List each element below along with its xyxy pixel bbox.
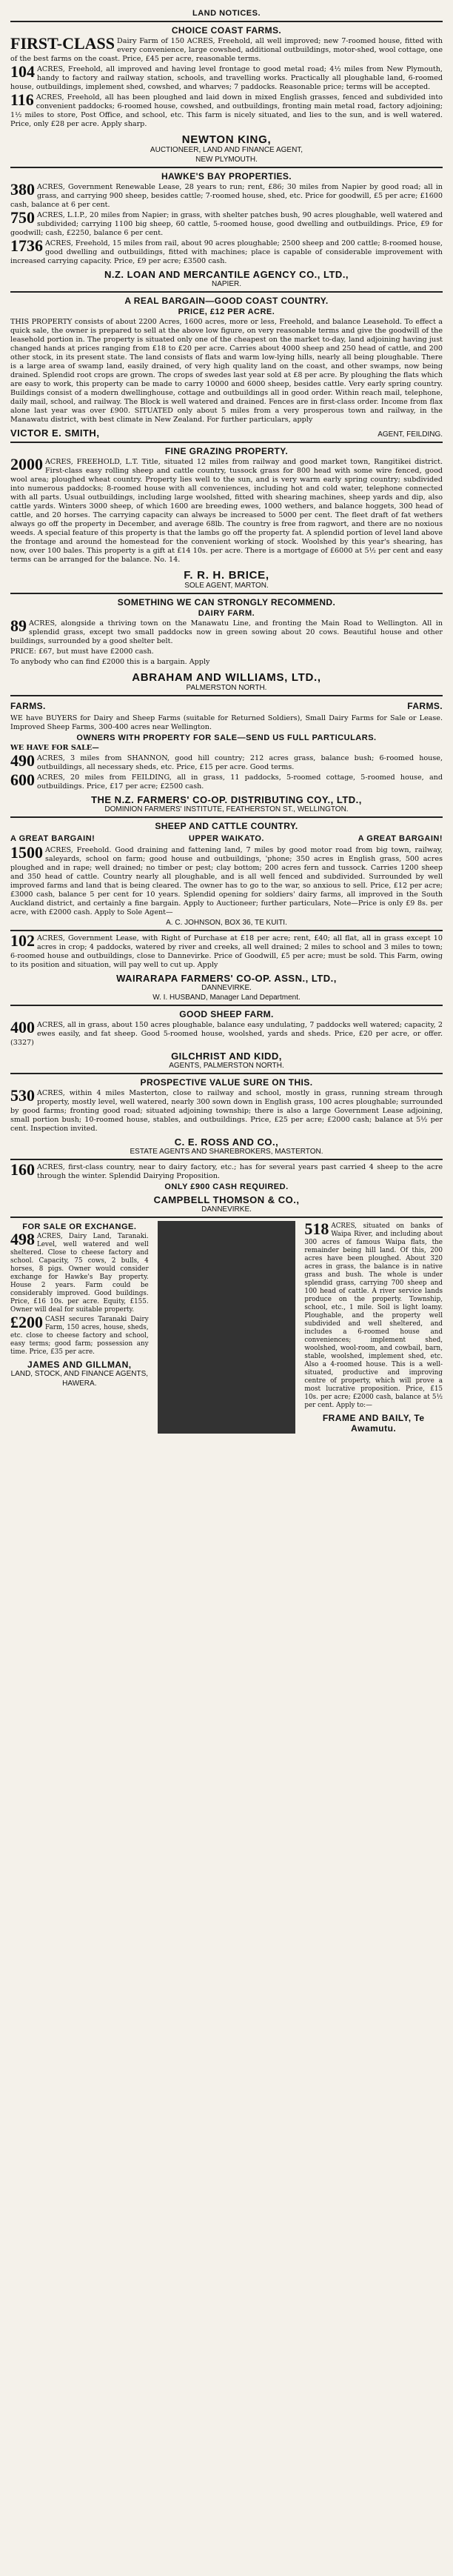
listing <box>10 1086 443 1134</box>
listing-text: ACRES, Freehold, 15 miles from rail, about 90 acres ploughable; 2500 sheep and 200 cattle; 8-roomed house, good dwelling and outbuildings, fitted with machines; place is capable of considerable improvement with increased carrying capacity. Price, £9 per acre; £3500 cash. <box>10 239 443 265</box>
cash-required: ONLY £900 CASH REQUIRED. <box>164 1182 289 1191</box>
tag-left: A GREAT BARGAIN! <box>10 834 95 843</box>
listing-text: ACRES, within 4 miles Masterton, close to railway and school, mostly in grass, running stream through property, mostly level, well watered, nearly 300 sown down in English grass, 100 acres ploughable; surrounded by good farms; fronting good road; situated adjoining township; there is also a large Government Lease adjoining, small portion bush; 10-roomed house, stables, and outbuildings. Price, £25 per acre; £2000 cash; balance at 5½ per cent. Inspection invited. <box>10 1089 443 1133</box>
section-header: PROSPECTIVE VALUE SURE ON THIS. <box>140 1077 313 1088</box>
agent-name: ABRAHAM AND WILLIAMS, LTD., <box>132 671 321 684</box>
agent-location: ESTATE AGENTS AND SHAREBROKERS, MASTERTON. <box>130 1148 323 1156</box>
section-header: HAWKE'S BAY PROPERTIES. <box>161 171 292 182</box>
listing-text: ACRES, Freehold, all has been ploughed and laid down in mixed English grasses, fenced and subdivided into convenient paddocks; 6-roomed house, cowshed, and outbuildings, fronting main metal road, factory adjoining; 1½ miles to store, Post Office, and school, etc. This farm is nicely situated, and lies to the sun, and is well watered. Price, only £28 per acre. Apply sharp. <box>10 93 443 128</box>
listing-text: ACRES, alongside a thriving town on the Manawatu Line, and fronting the Main Road to Wellington. All in splendid grass, except two small paddocks now in green sowing about 20 cows. Beautiful house and other buildings, surrounded by a good shelter belt. <box>10 619 443 645</box>
tag-right: A GREAT BARGAIN! <box>358 834 443 843</box>
bottom-two-column <box>10 1221 443 1434</box>
section-subheader: CHOICE COAST FARMS. <box>171 25 282 36</box>
listing <box>10 1230 149 1314</box>
divider <box>10 1159 443 1160</box>
listing-lead: 530 <box>10 1086 35 1105</box>
divider <box>10 167 443 168</box>
section-prospective <box>10 1077 443 1156</box>
listing <box>10 208 443 238</box>
listing-lead: 400 <box>10 1018 35 1036</box>
listing-lead: 102 <box>10 931 35 950</box>
divider <box>10 1073 443 1074</box>
agent-name: CAMPBELL THOMSON & CO., <box>153 1194 300 1205</box>
listing <box>10 180 443 210</box>
listing-text: ACRES, Dairy Land, Taranaki. Level, well watered and well sheltered. Close to cheese factory and school. Capacity, 75 cows, 2 bulls, 4 horses, 8 pigs. Owner would consider exchange for Hawke's Bay property. House 2 years. Farm could be considerably improved. Good buildings. Price, £16 10s. per acre. Equity, £155. Owner will deal for suitable property. <box>10 1233 149 1314</box>
agent-location: SOLE AGENT, MARTON. <box>184 582 269 590</box>
listing-text: ACRES, 3 miles from SHANNON, good hill country; 212 acres grass, balance bush; 6-roomed house, outbuildings, all necessary sheds, etc. Price, £15 per acre. Good terms. <box>37 754 443 771</box>
agent-name: WAIRARAPA FARMERS' CO-OP. ASSN., LTD., <box>116 973 337 984</box>
listing <box>10 90 443 129</box>
listing-lead: 1736 <box>10 236 43 255</box>
agent-name: NEWTON KING, <box>181 133 272 146</box>
listing-lead: 490 <box>10 751 35 770</box>
farms-intro: WE have BUYERS for Dairy and Sheep Farms (suitable for Returned Soldiers), Small Dairy Farms for Sale or Lease. Improved Sheep Farms, 300-400 acres near Wellington. <box>10 714 443 731</box>
listing <box>10 931 443 970</box>
section-header: A REAL BARGAIN—GOOD COAST COUNTRY. <box>124 296 329 306</box>
agent-location: DANNEVIRKE. <box>201 1205 252 1214</box>
listing-price: PRICE: £67, but must have £2000 cash. <box>10 648 154 656</box>
agent-name: FRAME AND BAILY, Te Awamutu. <box>322 1413 425 1434</box>
section-dannevirke <box>10 1160 443 1214</box>
listing <box>10 616 443 646</box>
listing-text: ACRES, situated on banks of Waipa River, and including about 300 acres of famous Waipa flats, the remainder being hill land. Of this, 200 acres have been ploughed. About 320 acres in grass, the balance is in native grass and bush. The whole is under splendid grass, carrying 700 sheep and 100 head of cattle. A river service lands produce on the property. Township, school, etc., 1 mile. Soil is light loamy. Ploughable, and the property well subdivided and well sheltered, and includes a 6-roomed house and conveniences; implement shed, woolshed, wool-room, and cowbail, barn, stable, woolshed, implement shed, etc. Also a 4-roomed house. This is a well-situated, productive and improving centre of property, which will prove a most lucrative proposition. Price, £15 10s. per acre; £2000 cash, balance at 5½ per cent. Apply to:— <box>304 1222 443 1409</box>
section-header-left: FARMS. <box>10 701 46 711</box>
section-header: SHEEP AND CATTLE COUNTRY. <box>155 821 298 831</box>
divider <box>10 816 443 818</box>
land-notices-column <box>10 0 443 1434</box>
agent-location: AGENTS, PALMERSTON NORTH. <box>169 1062 284 1070</box>
listing <box>10 236 443 266</box>
tag-mid: UPPER WAIKATO. <box>189 834 264 843</box>
agent-title: LAND, STOCK, AND FINANCE AGENTS, <box>10 1370 149 1378</box>
listing-lead: 498 <box>10 1230 35 1248</box>
agent-location: NAPIER. <box>211 280 241 288</box>
listing-lead: 1500 <box>10 843 43 862</box>
listing-text: ACRES, L.I.P., 20 miles from Napier; in grass, with shelter patches bush, 90 acres ploughable, well watered and subdivided; carrying 1100 big sheep, 60 cattle, 5-roomed house, good dwelling and outbuildings. Price, £9 for goodwill; cash, £2250, balance 6 per cent. <box>10 211 443 237</box>
agent-location: PALMERSTON NORTH. <box>186 684 267 692</box>
listing-lead: 750 <box>10 208 35 227</box>
agent-name: THE N.Z. FARMERS' CO-OP. DISTRIBUTING COY., LTD., <box>91 794 362 805</box>
section-good-sheep <box>10 1009 443 1070</box>
listing-note: To anybody who can find £2000 this is a bargain. Apply <box>10 658 210 666</box>
agent-name: F. R. H. BRICE, <box>184 569 269 582</box>
listing <box>10 773 443 791</box>
listing-lead: 600 <box>10 771 35 789</box>
section-fine-grazing <box>10 446 443 590</box>
we-have-label: WE HAVE FOR SALE— <box>10 744 99 752</box>
agent-name: A. C. JOHNSON, BOX 36, TE KUITI. <box>166 919 287 927</box>
column-separator <box>158 1221 296 1434</box>
section-land-notices <box>10 0 443 164</box>
section-wairarapa <box>10 931 443 1002</box>
listing-lead: 89 <box>10 616 27 635</box>
agent-location: HAWERA. <box>62 1379 97 1388</box>
listing-text: ACRES, 20 miles from FEILDING, all in grass, 11 paddocks, 5-roomed cottage, 5-roomed house, and outbuildings. Price, £17 per acre; £2500 cash. <box>37 773 443 791</box>
listing-lead: 518 <box>304 1219 329 1238</box>
agent-location: AGENT, FEILDING. <box>378 430 443 439</box>
listing <box>10 843 443 917</box>
listing <box>10 751 443 772</box>
listing-lead: 380 <box>10 180 35 199</box>
divider <box>10 593 443 594</box>
section-header-right: FARMS. <box>407 701 443 711</box>
listing <box>10 62 443 92</box>
agent-signature <box>10 426 443 439</box>
agent-manager: W. I. HUSBAND, Manager Land Department. <box>152 994 301 1002</box>
listing-text: ACRES, Freehold. Good draining and fattening land, 7 miles by good motor road from big town, railway, saleyards, school on farm; good house and outbuildings, 'phone; 350 acres in English grass, 500 acres ploughed and in rape; well drained; no timber or pest; clay bottom; 200 acres fern and tussock. Carries 1200 sheep and 350 head of cattle. Country nearly all ploughable, and is all well fenced and subdivided. Surrounded by well improved farms and land that is being cleared. The owner has to go to the war, so anxious to sell. Price, £12 per acre; £3000 cash, balance 5 per cent for 10 years. Splendid opening for soldiers' dairy farms, all improved in the South Auckland district, and certainly a fine bargain. Apply to Auctioneer; further particulars, Note—Price is only £9 8s. per acre, with £2000 cash. Apply to Sole Agent— <box>10 846 443 916</box>
section-subheader: DAIRY FARM. <box>198 609 255 618</box>
section-sheep-cattle <box>10 821 443 927</box>
agent-location: NEW PLYMOUTH. <box>195 156 258 164</box>
listing <box>10 455 443 565</box>
section-header: SOMETHING WE CAN STRONGLY RECOMMEND. <box>117 597 336 608</box>
bottom-left <box>10 1221 149 1434</box>
bottom-right <box>304 1221 443 1434</box>
farms-header-row <box>10 699 443 713</box>
listing-text: ACRES, Government Lease, with Right of Purchase at £18 per acre; rent, £40; all flat, all in grass except 10 acres in crop; 4 paddocks, watered by river and creeks, all well drained; 2 miles to school and 3 miles to town; 6-roomed house and outbuildings, close to Dannevirke. Price of Goodwill, £5 per acre; must be sold. This Farm, owing to its position and situation, will pay well to cut up. Apply <box>10 934 443 969</box>
agent-name: VICTOR E. SMITH, <box>10 427 100 439</box>
listing-lead: 104 <box>10 62 35 81</box>
divider <box>10 21 443 22</box>
listing <box>10 1018 443 1048</box>
listing-lead: £200 <box>10 1313 43 1331</box>
divider <box>10 291 443 293</box>
agent-title: AUCTIONEER, LAND AND FINANCE AGENT, <box>150 146 303 154</box>
listing-lead: 160 <box>10 1160 35 1179</box>
listing <box>10 1160 443 1181</box>
listing-lead: 2000 <box>10 455 43 473</box>
divider <box>10 695 443 696</box>
bargain-tags <box>10 833 443 845</box>
listing-text: ACRES, FREEHOLD, L.T. Title, situated 12 miles from railway and good market town, Rangitikei district. First-class easy rolling sheep and cattle country, tussock grass for 800 head with some wire fenced, good wool area; ploughed wheat country. Property lies well to the sun, and is very warm early spring country; subdivided into numerous paddocks; 8-roomed house with all conveniences, including hot and cold water, telephone connected with all parts. Usual outbuildings, including large woolshed, fitted with shearing machines, sheep yards and dip, also cattle yards. Winters 3000 sheep, of which 1600 are breeding ewes, 1000 wethers, and balance hoggets, 300 head of cattle, and 20 horses. The carrying capacity can always be increased to 5000 per cent. The fleet draft of fat wethers always go off the property in December, and average 68lb. The country is free from ragwort, and there are no noxious weeds. A special feature of this property is that the lambs go off the property fat. A splendid portion of level land above the frontage and around the homestead for the convenient working of stock. Woolshed by this year's shearing, has now, over 100 bales. This property is a gift at £14 10s. per acre. There is a mortgage of £6000 at 5½ per cent and easy terms can be arranged for the balance. No. 14. <box>10 458 443 564</box>
listing-text: ACRES, first-class country, near to dairy factory, etc.; has for several years past carried 4 sheep to the acre through the winter. Splendid Dairying Proposition. <box>37 1163 443 1180</box>
listing-text: ACRES, Government Renewable Lease, 28 years to run; rent, £86; 30 miles from Napier by good road; all in grass, and carrying 900 sheep, besides cattle; 7-roomed house, shed, etc. Price for goodwill, £5 per acre; £1600 cash, balance at 6 per cent. <box>10 183 443 209</box>
section-header: FINE GRAZING PROPERTY. <box>164 446 289 456</box>
section-header: LAND NOTICES. <box>192 9 261 18</box>
divider <box>10 1217 443 1218</box>
listing <box>10 34 443 64</box>
listing-text: Dairy Farm of 150 ACRES, Freehold, all well improved; new 7-roomed house, fitted with every convenience, large cowshed, additional outbuildings, motor-shed, wool cottage, one of the best farms on the coast. Price, £45 per acre, reasonable terms. <box>10 37 443 63</box>
agent-name: GILCHRIST AND KIDD, <box>171 1051 282 1062</box>
agent-name: N.Z. LOAN AND MERCANTILE AGENCY CO., LTD., <box>104 269 349 280</box>
listing-text: CASH secures Taranaki Dairy Farm, 150 acres, house, sheds, etc. close to cheese factory and school, easy terms; good farm; possession any time. Price, £35 per acre. <box>10 1316 149 1356</box>
section-subheader: PRICE, £12 PER ACRE. <box>178 307 275 316</box>
listing-text: THIS PROPERTY consists of about 2200 Acres, 1600 acres, more or less, Freehold, and balance Leasehold. To effect a quick sale, the owner is prepared to sell at the above low figure, on very reasonable terms and give the goodwill of the leasehold portion in. The property is situated only one of the cheapest on the market to-day, land adjoining having just changed hands at prices ranging from £18 to £20 per acre. Carries about 4000 sheep and 250 head of cattle, and 200 other stock, in its present state. The land consists of flats and warm low-lying hills, nearly all being ploughable. There is a large area of swamp land, easily drained, of very high quality land on the coast, and other swamps, now being drained. Splendid root crops are grown. The crops of swedes last year sold at £8 per acre. By ploughing the flats which are easy to work, this property can be made to carry 10000 and 6000 sheep, besides cattle. Very early spring country. Buildings consist of a modern dwellinghouse, cottage and outbuildings all in good order. Within reach mail, telephone, daily mail, school, and railway. The Block is well watered and drained. Fences are in first-class order. Income from flax alone last year was over £900. SITUATED only about 5 miles from a very prosperous town and railway, in the Manawatu district, with best climate in New Zealand. For further particulars, apply <box>10 318 443 424</box>
agent-location: DANNEVIRKE. <box>201 984 252 992</box>
section-hawkes-bay <box>10 171 443 288</box>
divider <box>10 930 443 931</box>
divider <box>10 442 443 443</box>
section-dairy-farm <box>10 597 443 692</box>
owners-callout: OWNERS WITH PROPERTY FOR SALE—SEND US FULL PARTICULARS. <box>76 733 377 742</box>
section-header: FOR SALE OR EXCHANGE. <box>22 1222 137 1231</box>
listing-lead: FIRST-CLASS <box>10 34 115 53</box>
listing-lead: 116 <box>10 90 34 109</box>
listing-text: ACRES, all in grass, about 150 acres ploughable, balance easy undulating, 7 paddocks well watered; capacity, 2 ewes easily, and fat sheep. Good 5-roomed house, woolshed, yards and sheds. Price, £20 per acre, or offer. (3327) <box>10 1021 443 1047</box>
agent-name: JAMES AND GILLMAN, <box>27 1359 132 1370</box>
listing <box>10 1313 149 1357</box>
section-header: GOOD SHEEP FARM. <box>179 1009 274 1019</box>
agent-location: DOMINION FARMERS' INSTITUTE, FEATHERSTON ST., WELLINGTON. <box>104 805 349 813</box>
divider <box>10 1005 443 1006</box>
section-farms <box>10 699 443 813</box>
listing-text: ACRES, Freehold, all improved and having level frontage to good metal road; 4½ miles from New Plymouth, handy to factory and railway station, schools, and travelling works. Practically all ploughable land, 6-roomed house, outbuildings, implement shed, cowshed, and wharves; 7 paddocks. Reasonable price; terms will be accepted. <box>10 65 443 91</box>
section-real-bargain <box>10 296 443 439</box>
listing <box>304 1219 443 1410</box>
agent-name: C. E. ROSS AND CO., <box>174 1136 279 1148</box>
